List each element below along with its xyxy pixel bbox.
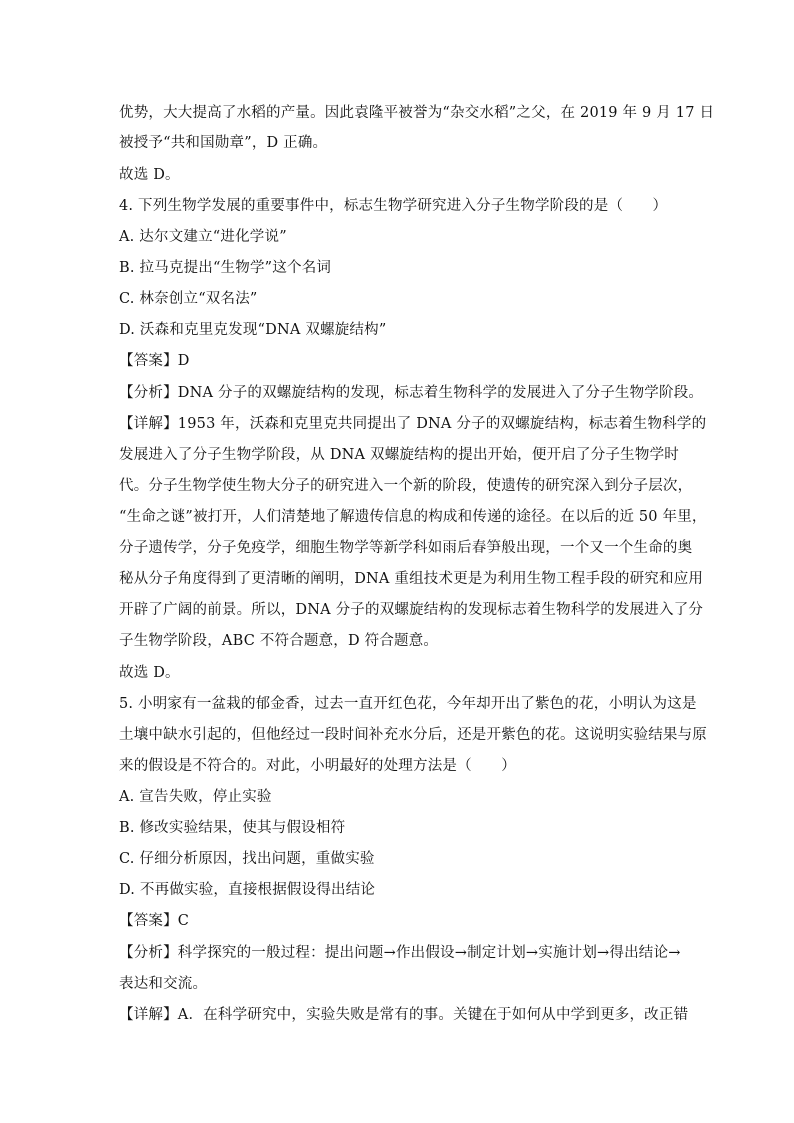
text-line: 故选 D。 (119, 665, 180, 681)
question-4-analysis: 【分析】DNA 分子的双螺旋结构的发现，标志着生物科学的发展进入了分子生物学阶段。 (119, 385, 704, 401)
question-4-answer: 【答案】D (119, 353, 190, 369)
question-5-answer: 【答案】C (119, 913, 190, 929)
text-line: 来的假设是不符合的。对此，小明最好的处理方法是（ ） (119, 758, 516, 774)
question-5-option-c: C. 仔细分析原因，找出问题，重做实验 (119, 851, 375, 867)
question-5-detail: 【详解】A．在科学研究中，实验失败是常有的事。关键在于如何从中学到更多，改正错 (119, 1007, 689, 1023)
text-line: 故选 D。 (119, 167, 180, 183)
text-line: 优势，大大提高了水稻的产量。因此袁隆平被誉为“杂交水稻”之父，在 2019 年 9 月 17 日 (119, 105, 715, 121)
text-line: 土壤中缺水引起的，但他经过一段时间补充水分后，还是开紫色的花。这说明实验结果与原 (119, 727, 707, 743)
question-4-option-b: B. 拉马克提出“生物学”这个名词 (119, 260, 332, 276)
text-line: 被授予“共和国勋章”，D 正确。 (119, 135, 328, 151)
question-4-option-c: C. 林奈创立“双名法” (119, 291, 258, 307)
question-4-option-d: D. 沃森和克里克发现“DNA 双螺旋结构” (119, 322, 387, 338)
text-line: 分子遗传学，分子免疫学，细胞生物学等新学科如雨后春笋般出现，一个又一个生命的奥 (119, 540, 693, 556)
text-line: 发展进入了分子生物学阶段，从 DNA 双螺旋结构的提出开始，便开启了分子生物学时 (119, 447, 679, 463)
text-line: 子生物学阶段，ABC 不符合题意，D 符合题意。 (119, 633, 439, 649)
question-5-option-b: B. 修改实验结果，使其与假设相符 (119, 820, 346, 836)
text-line: 代。分子生物学使生物大分子的研究进入一个新的阶段，使遗传的研究深入到分子层次， (119, 478, 693, 494)
question-5-analysis: 【分析】科学探究的一般过程：提出问题→作出假设→制定计划→实施计划→得出结论→ (119, 945, 681, 961)
question-4-option-a: A. 达尔文建立“进化学说” (119, 229, 287, 245)
question-5-stem: 5. 小明家有一盆栽的郁金香，过去一直开红色花，今年却开出了紫色的花，小明认为这是 (119, 696, 697, 712)
question-4-stem: 4. 下列生物学发展的重要事件中，标志生物学研究进入分子生物学阶段的是（ ） (119, 198, 668, 214)
text-line: 表达和交流。 (119, 976, 208, 992)
text-line: 秘从分子角度得到了更清晰的阐明，DNA 重组技术更是为利用生物工程手段的研究和应用 (119, 571, 704, 587)
question-5-option-d: D. 不再做实验，直接根据假设得出结论 (119, 882, 376, 898)
text-line: 开辟了广阔的前景。所以，DNA 分子的双螺旋结构的发现标志着生物科学的发展进入了分 (119, 602, 704, 618)
text-line: “生命之谜”被打开，人们清楚地了解遗传信息的构成和传递的途径。在以后的近 50 年里， (119, 509, 707, 525)
question-5-option-a: A. 宣告失败，停止实验 (119, 789, 272, 805)
question-4-detail: 【详解】1953 年，沃森和克里克共同提出了 DNA 分子的双螺旋结构，标志着生物科学的 (119, 416, 707, 432)
